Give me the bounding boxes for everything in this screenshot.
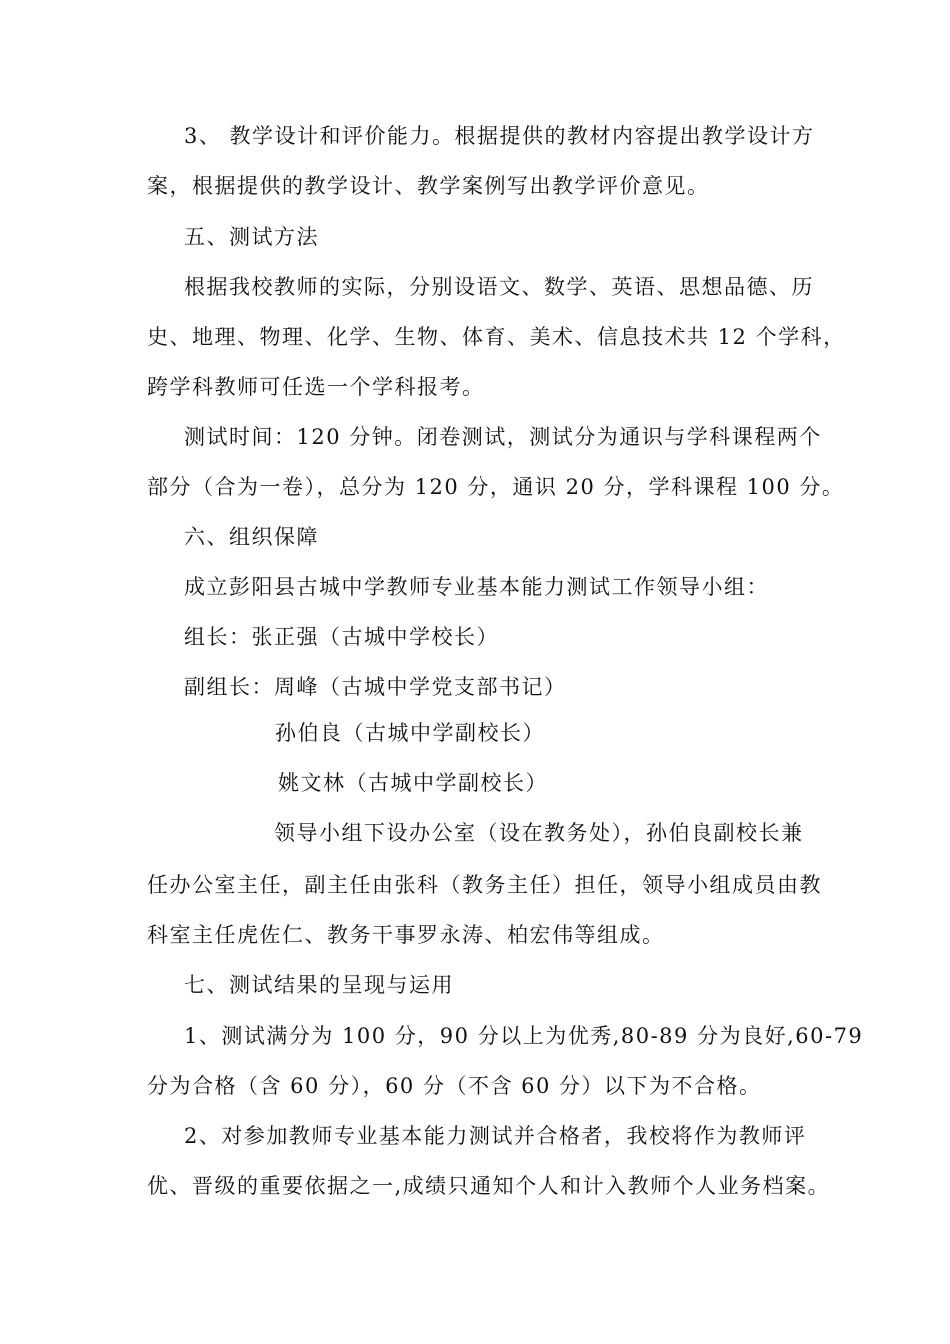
paragraph-3-continuation: 案，根据提供的教学设计、教学案例写出教学评价意见。 [147,174,710,198]
paragraph-subjects-line-3: 跨学科教师可任选一个学科报考。 [147,375,485,399]
paragraph-leadership-group: 成立彭阳县古城中学教师专业基本能力测试工作领导小组： [184,575,769,599]
paragraph-usage-line-2: 优、晋级的重要依据之一,成绩只通知个人和计入教师个人业务档案。 [147,1174,831,1198]
deputy-leader-line-1: 副组长：周峰（古城中学党支部书记） [184,675,567,699]
heading-test-method: 五、测试方法 [184,225,319,249]
paragraph-3-teaching-design: 3、 教学设计和评价能力。根据提供的教材内容提出教学设计方 [184,124,815,148]
paragraph-usage-line-1: 2、对参加教师专业基本能力测试并合格者，我校将作为教师评 [184,1124,807,1148]
heading-results: 七、测试结果的呈现与运用 [184,973,454,997]
leader-line: 组长：张正强（古城中学校长） [184,625,499,649]
paragraph-subjects-line-2: 史、地理、物理、化学、生物、体育、美术、信息技术共 12 个学科， [147,325,846,349]
paragraph-scoring-line-1: 1、测试满分为 100 分，90 分以上为优秀,80-89 分为良好,60-79 [184,1024,864,1048]
heading-organization: 六、组织保障 [184,525,319,549]
deputy-leader-line-2: 孙伯良（古城中学副校长） [275,721,545,745]
paragraph-subjects-line-1: 根据我校教师的实际，分别设语文、数学、英语、思想品德、历 [184,275,814,299]
paragraph-test-time-line-1: 测试时间：120 分钟。闭卷测试，测试分为通识与学科课程两个 [184,425,822,449]
paragraph-office-line-3: 科室主任虎佐仁、教务干事罗永涛、柏宏伟等组成。 [147,923,665,947]
paragraph-test-time-line-2: 部分（合为一卷），总分为 120 分，通识 20 分，学科课程 100 分。 [147,475,845,499]
paragraph-scoring-line-2: 分为合格（含 60 分），60 分（不含 60 分）以下为不合格。 [147,1074,762,1098]
paragraph-office-line-2: 任办公室主任，副主任由张科（教务主任）担任，领导小组成员由教 [147,873,822,897]
paragraph-office-line-1: 领导小组下设办公室（设在教务处），孙伯良副校长兼 [274,821,804,845]
deputy-leader-line-3: 姚文林（古城中学副校长） [278,771,548,795]
